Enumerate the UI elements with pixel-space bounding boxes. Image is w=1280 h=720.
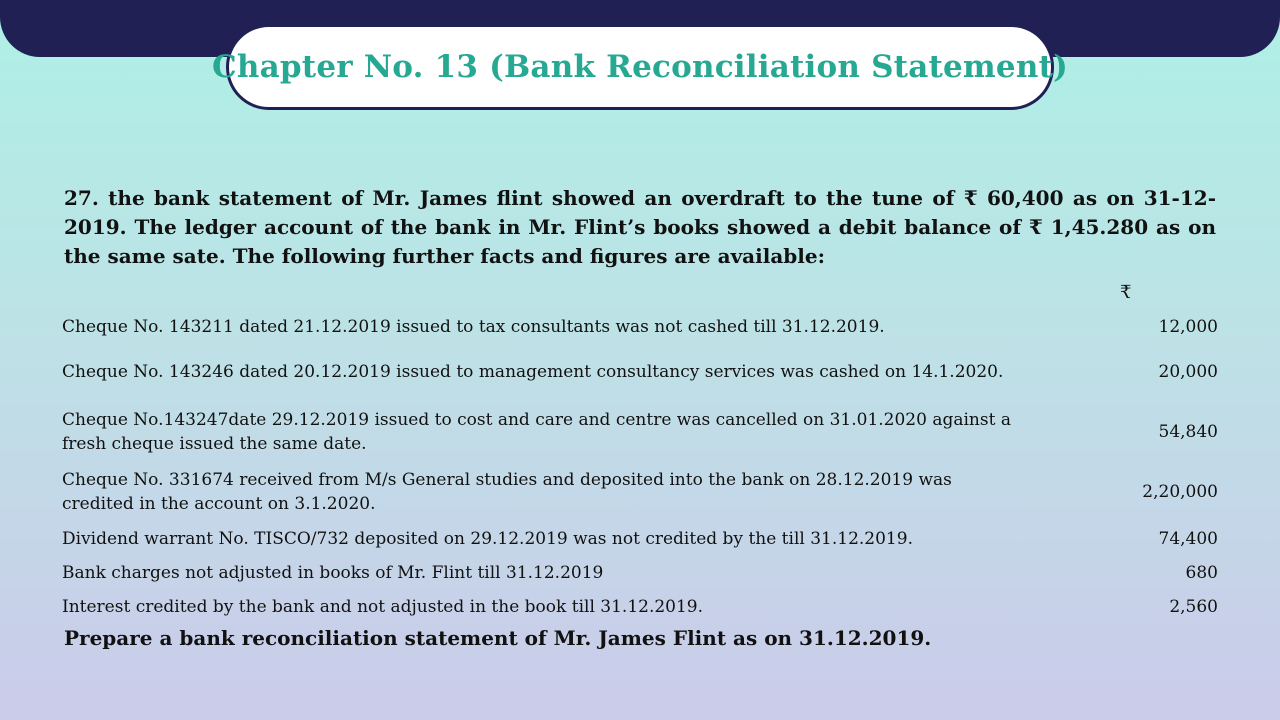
title-banner [212,24,1068,110]
facts-list [62,312,1218,624]
item-description: Interest credited by the bank and not adjusted in the book till 31.12.2019. [62,597,704,617]
item-description: Cheque No. 331674 received from M/s General studies and deposited into the bank on 28.12.2019 was credited in the account on 3.1.2020. [62,470,952,514]
list-item [62,590,1218,624]
list-item [62,522,1218,556]
list-item [62,312,1218,342]
list-item [62,342,1218,402]
currency-column-header: ₹ [1120,282,1132,303]
page-title: Chapter No. 13 (Bank Reconciliation Statement) [212,49,1068,85]
list-item [62,556,1218,590]
item-description: Cheque No.143247date 29.12.2019 issued to cost and care and centre was cancelled on 31.01.2020 against a fresh cheque issued the same date. [62,410,1011,454]
item-description: Bank charges not adjusted in books of Mr. Flint till 31.12.2019 [62,563,604,583]
item-amount: 680 [1185,563,1218,583]
item-amount: 12,000 [1158,317,1218,337]
problem-intro: 27. the bank statement of Mr. James flint showed an overdraft to the tune of ₹ 60,400 as on 31-12-2019. The ledger account of the bank in Mr. Flint’s books showed a debit balance of ₹ 1,45.280 as on the same sate. The following further facts and figures are available: [64,186,1216,268]
closing-instruction: Prepare a bank reconciliation statement of Mr. James Flint as on 31.12.2019. [64,626,932,650]
item-amount: 74,400 [1158,529,1218,549]
item-amount: 54,840 [1158,422,1218,442]
item-description: Dividend warrant No. TISCO/732 deposited on 29.12.2019 was not credited by the till 31.12.2019. [62,529,913,549]
item-amount: 2,20,000 [1142,482,1218,502]
item-amount: 2,560 [1169,597,1218,617]
item-description: Cheque No. 143211 dated 21.12.2019 issued to tax consultants was not cashed till 31.12.2019. [62,317,885,337]
item-description: Cheque No. 143246 dated 20.12.2019 issued to management consultancy services was cashed on 14.1.2020. [62,362,1004,382]
item-amount: 20,000 [1158,362,1218,382]
list-item [62,402,1218,462]
list-item [62,462,1218,522]
